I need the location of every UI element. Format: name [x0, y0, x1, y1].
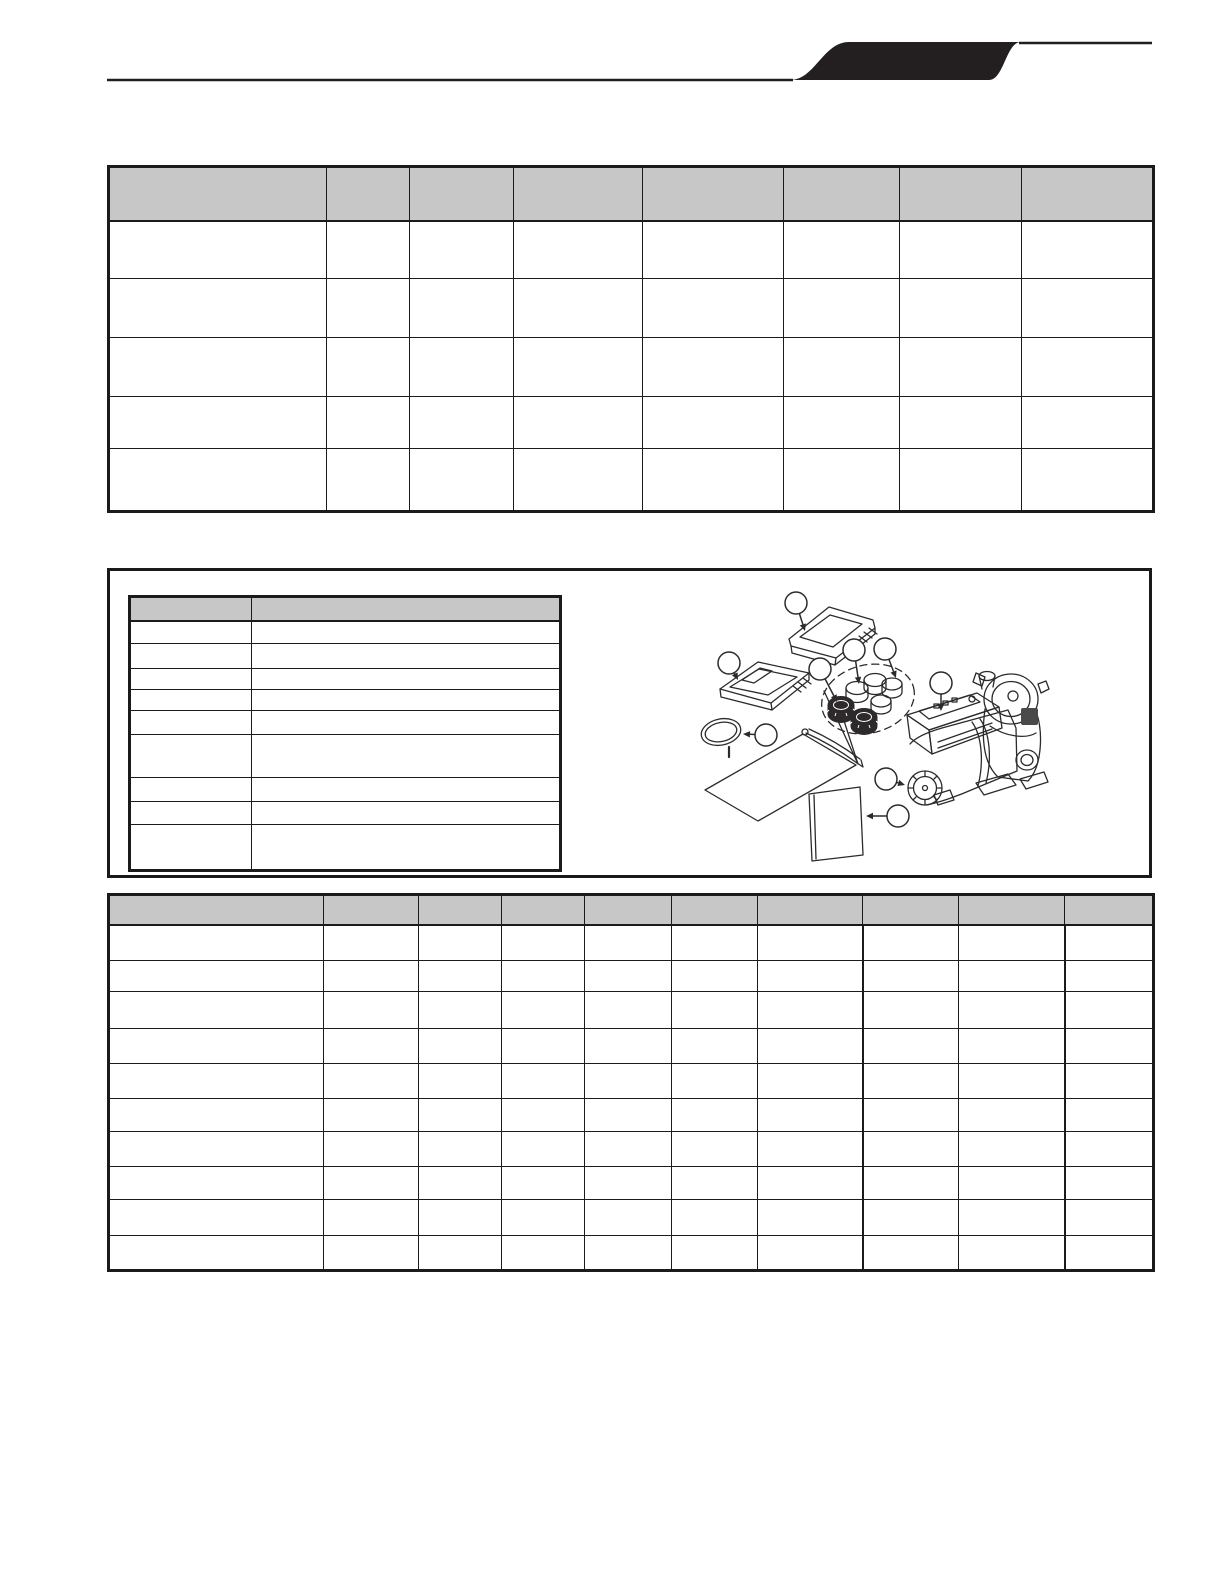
spec-table-row — [109, 397, 1154, 449]
parts-table-cell — [959, 961, 1065, 992]
header-rule — [107, 30, 1152, 90]
spec-table-cell — [410, 449, 514, 512]
parts-table-cell — [758, 992, 863, 1029]
key-table-cell — [252, 621, 561, 644]
parts-table-cell — [758, 1132, 863, 1167]
parts-table-cell — [502, 1200, 585, 1236]
key-table-cell — [252, 802, 561, 825]
parts-table-cell — [502, 1064, 585, 1099]
callout-circle — [887, 805, 909, 827]
callout-circle — [843, 639, 865, 661]
parts-table-cell — [758, 1064, 863, 1099]
parts-table-header-cell — [959, 895, 1065, 925]
parts-table-header-cell — [109, 895, 324, 925]
callout-arrow-line — [896, 782, 898, 783]
key-table-row — [130, 690, 561, 711]
parts-table-cell — [502, 1099, 585, 1132]
spec-table-cell — [900, 449, 1022, 512]
spec-table-cell — [514, 397, 643, 449]
spec-table-cell — [1022, 449, 1154, 512]
callout-circle — [930, 672, 952, 694]
parts-table-cell — [109, 1029, 324, 1064]
swoosh-icon — [790, 42, 1021, 80]
parts-table-cell — [959, 1029, 1065, 1064]
parts-table-cell — [109, 961, 324, 992]
parts-table-cell — [585, 1167, 672, 1200]
spec-table-cell — [900, 221, 1022, 279]
parts-table-cell — [672, 1167, 758, 1200]
key-table-row — [130, 669, 561, 690]
parts-table-cell — [109, 1132, 324, 1167]
key-table-cell — [130, 802, 252, 825]
key-table-row — [130, 644, 561, 669]
key-table-cell — [252, 711, 561, 735]
callout-arrowhead-icon — [866, 813, 873, 819]
parts-table-cell — [585, 1064, 672, 1099]
parts-table-cell — [672, 925, 758, 961]
spec-table-cell — [900, 338, 1022, 397]
parts-table-cell — [959, 1236, 1065, 1271]
parts-table-cell — [419, 1099, 502, 1132]
spec-table-cell — [410, 221, 514, 279]
spec-table-cell — [514, 449, 643, 512]
parts-table-cell — [585, 961, 672, 992]
exploded-view-diagram — [676, 576, 1076, 876]
parts-table-cell — [863, 1099, 959, 1132]
parts-table-cell — [419, 1029, 502, 1064]
parts-table-cell — [672, 1029, 758, 1064]
parts-table-cell — [109, 1167, 324, 1200]
parts-table-cell — [324, 1132, 419, 1167]
parts-table-cell — [109, 1200, 324, 1236]
spec-table-cell — [410, 279, 514, 338]
key-table-cell — [130, 621, 252, 644]
parts-table-cell — [109, 1064, 324, 1099]
parts-table-cell — [959, 1167, 1065, 1200]
key-table-cell — [130, 690, 252, 711]
spec-table-row — [109, 221, 1154, 279]
spec-table-cell — [643, 279, 784, 338]
parts-table-cell — [959, 992, 1065, 1029]
parts-table-cell — [758, 961, 863, 992]
key-table-row — [130, 825, 561, 871]
parts-table-cell — [863, 1167, 959, 1200]
parts-table-cell — [1065, 1200, 1154, 1236]
parts-table-cell — [1065, 1167, 1154, 1200]
parts-table-header-cell — [502, 895, 585, 925]
parts-table-cell — [324, 961, 419, 992]
parts-table-cell — [1065, 925, 1154, 961]
parts-table-cell — [585, 992, 672, 1029]
parts-table-row — [109, 1029, 1154, 1064]
parts-table-cell — [672, 1064, 758, 1099]
key-table-row — [130, 711, 561, 735]
parts-table-cell — [1065, 1236, 1154, 1271]
parts-table-row — [109, 1236, 1154, 1271]
parts-key-section-box — [107, 568, 1152, 878]
spec-table-cell — [410, 338, 514, 397]
parts-table-cell — [1065, 961, 1154, 992]
parts-table-cell — [672, 992, 758, 1029]
parts-table-cell — [1065, 1029, 1154, 1064]
parts-table-cell — [324, 1029, 419, 1064]
callout-arrowhead-icon — [897, 780, 905, 786]
parts-table-cell — [502, 1029, 585, 1064]
callout-arrowhead-icon — [743, 731, 750, 737]
parts-table-row — [109, 1064, 1154, 1099]
spec-table-cell — [784, 221, 900, 279]
parts-table-row — [109, 992, 1154, 1029]
spec-table-cell — [900, 397, 1022, 449]
spec-table-cell — [643, 221, 784, 279]
brand-swoosh-graphic — [107, 30, 1152, 90]
spec-table-cell — [1022, 397, 1154, 449]
callout-arrowhead-icon — [891, 670, 897, 678]
parts-table-cell — [502, 961, 585, 992]
parts-table-cell — [585, 1200, 672, 1236]
parts-table-cell — [502, 1132, 585, 1167]
key-table-cell — [252, 825, 561, 871]
parts-table-cell — [758, 925, 863, 961]
parts-table-cell — [324, 1236, 419, 1271]
spec-table-header-cell — [109, 167, 327, 221]
spec-table-cell — [327, 221, 410, 279]
key-table-cell — [252, 669, 561, 690]
callout-circle — [755, 724, 777, 746]
spec-table-cell — [327, 279, 410, 338]
spec-table-header-cell — [643, 167, 784, 221]
callout-circle — [809, 658, 831, 680]
parts-table-cell — [863, 925, 959, 961]
spec-table-cell — [784, 338, 900, 397]
key-table-header-cell — [130, 597, 252, 621]
key-table-cell — [252, 690, 561, 711]
parts-table — [107, 893, 1152, 1269]
key-table-row — [130, 621, 561, 644]
key-table-cell — [130, 644, 252, 669]
spec-table-cell — [514, 338, 643, 397]
parts-table-cell — [324, 992, 419, 1029]
callout-arrow-line — [734, 673, 735, 674]
spec-table-header-cell — [1022, 167, 1154, 221]
parts-table-row — [109, 1167, 1154, 1200]
parts-table-cell — [502, 925, 585, 961]
parts-table-cell — [419, 1236, 502, 1271]
parts-table-row — [109, 1132, 1154, 1167]
spec-table-cell — [784, 449, 900, 512]
parts-table-cell — [758, 1200, 863, 1236]
parts-table-cell — [863, 1200, 959, 1236]
spec-table-cell — [514, 279, 643, 338]
parts-table-row — [109, 961, 1154, 992]
key-table-cell — [130, 669, 252, 690]
spec-table-header-cell — [327, 167, 410, 221]
parts-table-cell — [863, 961, 959, 992]
spec-table-cell — [643, 449, 784, 512]
key-table-cell — [130, 735, 252, 778]
spec-table-cell — [784, 279, 900, 338]
parts-table-cell — [419, 925, 502, 961]
parts-table-cell — [324, 1167, 419, 1200]
callout-arrowhead-icon — [855, 677, 861, 684]
parts-table-cell — [324, 1200, 419, 1236]
spec-table-header-cell — [900, 167, 1022, 221]
parts-table-cell — [502, 992, 585, 1029]
parts-table-cell — [863, 1132, 959, 1167]
callout-circle — [875, 768, 897, 790]
parts-table-cell — [959, 1132, 1065, 1167]
key-table-grid — [128, 595, 562, 872]
spec-table-cell — [109, 397, 327, 449]
spec-table-cell — [1022, 221, 1154, 279]
spec-table-cell — [327, 397, 410, 449]
parts-table-cell — [672, 1200, 758, 1236]
spec-table-cell — [109, 221, 327, 279]
parts-table-cell — [959, 925, 1065, 961]
parts-table-header-cell — [672, 895, 758, 925]
parts-table-row — [109, 1200, 1154, 1236]
key-table-row — [130, 802, 561, 825]
o-ring — [699, 715, 744, 757]
parts-table-cell — [1065, 992, 1154, 1029]
parts-table-cell — [419, 1064, 502, 1099]
parts-table-cell — [1065, 1099, 1154, 1132]
parts-table-cell — [585, 1099, 672, 1132]
pot-side-block — [1021, 708, 1038, 725]
key-table — [128, 595, 559, 869]
parts-table-header-cell — [758, 895, 863, 925]
spec-table-cell — [109, 338, 327, 397]
spec-table-grid — [107, 165, 1155, 513]
spec-table-cell — [327, 338, 410, 397]
callout-circle — [785, 592, 807, 614]
spec-table-header-cell — [410, 167, 514, 221]
parts-table-cell — [419, 961, 502, 992]
parts-table-cell — [863, 1236, 959, 1271]
pump-exploded-view — [676, 576, 1076, 876]
parts-table-row — [109, 925, 1154, 961]
parts-table-cell — [758, 1236, 863, 1271]
parts-table-cell — [959, 1200, 1065, 1236]
parts-table-row — [109, 1099, 1154, 1132]
spec-table-cell — [1022, 279, 1154, 338]
spec-table-cell — [109, 449, 327, 512]
callout-circle — [718, 652, 740, 674]
spec-table-row — [109, 449, 1154, 512]
parts-table-cell — [585, 1236, 672, 1271]
parts-table-cell — [419, 1200, 502, 1236]
spec-table-row — [109, 338, 1154, 397]
parts-table-cell — [863, 1064, 959, 1099]
key-table-cell — [252, 778, 561, 802]
parts-table-cell — [324, 1064, 419, 1099]
spec-table-cell — [643, 338, 784, 397]
parts-table-cell — [758, 1029, 863, 1064]
parts-table-cell — [585, 1029, 672, 1064]
parts-table-cell — [585, 925, 672, 961]
key-table-cell — [130, 711, 252, 735]
key-table-cell — [130, 778, 252, 802]
parts-table-cell — [672, 1236, 758, 1271]
key-table-header-cell — [252, 597, 561, 621]
spec-table-row — [109, 279, 1154, 338]
parts-table-cell — [863, 1029, 959, 1064]
pump-assembly-drawing — [907, 672, 1049, 806]
parts-table-header-cell — [585, 895, 672, 925]
parts-table-cell — [324, 1099, 419, 1132]
parts-table-cell — [109, 925, 324, 961]
spec-table-cell — [900, 279, 1022, 338]
parts-table-cell — [109, 1236, 324, 1271]
parts-table-header-cell — [419, 895, 502, 925]
spec-table-header-cell — [784, 167, 900, 221]
parts-table-cell — [419, 992, 502, 1029]
spec-table-cell — [1022, 338, 1154, 397]
parts-table-cell — [863, 992, 959, 1029]
spec-table-cell — [109, 279, 327, 338]
parts-table-cell — [959, 1099, 1065, 1132]
spec-table-cell — [784, 397, 900, 449]
parts-table-cell — [672, 961, 758, 992]
parts-table-cell — [672, 1099, 758, 1132]
key-table-cell — [130, 825, 252, 871]
parts-table-header-cell — [863, 895, 959, 925]
parts-table-cell — [959, 1064, 1065, 1099]
parts-table-cell — [502, 1236, 585, 1271]
parts-table-cell — [758, 1167, 863, 1200]
callout-circle — [874, 638, 896, 660]
parts-table-header-cell — [1065, 895, 1154, 925]
spec-table — [107, 165, 1152, 510]
key-table-row — [130, 735, 561, 778]
callout-arrow-line — [799, 613, 802, 624]
callout-arrow-line — [856, 661, 858, 677]
key-table-cell — [252, 735, 561, 778]
spec-table-cell — [643, 397, 784, 449]
parts-table-cell — [585, 1132, 672, 1167]
parts-table-cell — [419, 1132, 502, 1167]
spec-table-cell — [514, 221, 643, 279]
parts-table-cell — [109, 992, 324, 1029]
parts-table-header-cell — [324, 895, 419, 925]
parts-table-cell — [758, 1099, 863, 1132]
key-table-row — [130, 778, 561, 802]
parts-table-cell — [672, 1132, 758, 1167]
parts-table-cell — [324, 925, 419, 961]
parts-table-grid — [107, 893, 1155, 1272]
parts-table-cell — [419, 1167, 502, 1200]
spec-table-cell — [327, 449, 410, 512]
parts-table-cell — [1065, 1132, 1154, 1167]
parts-table-cell — [109, 1099, 324, 1132]
parts-table-cell — [502, 1167, 585, 1200]
manual-booklet — [809, 787, 863, 861]
key-table-cell — [252, 644, 561, 669]
lid-tool — [802, 729, 863, 767]
parts-table-cell — [1065, 1064, 1154, 1099]
spec-table-header-cell — [514, 167, 643, 221]
spec-table-cell — [410, 397, 514, 449]
union-nut-dark-2 — [850, 709, 878, 735]
